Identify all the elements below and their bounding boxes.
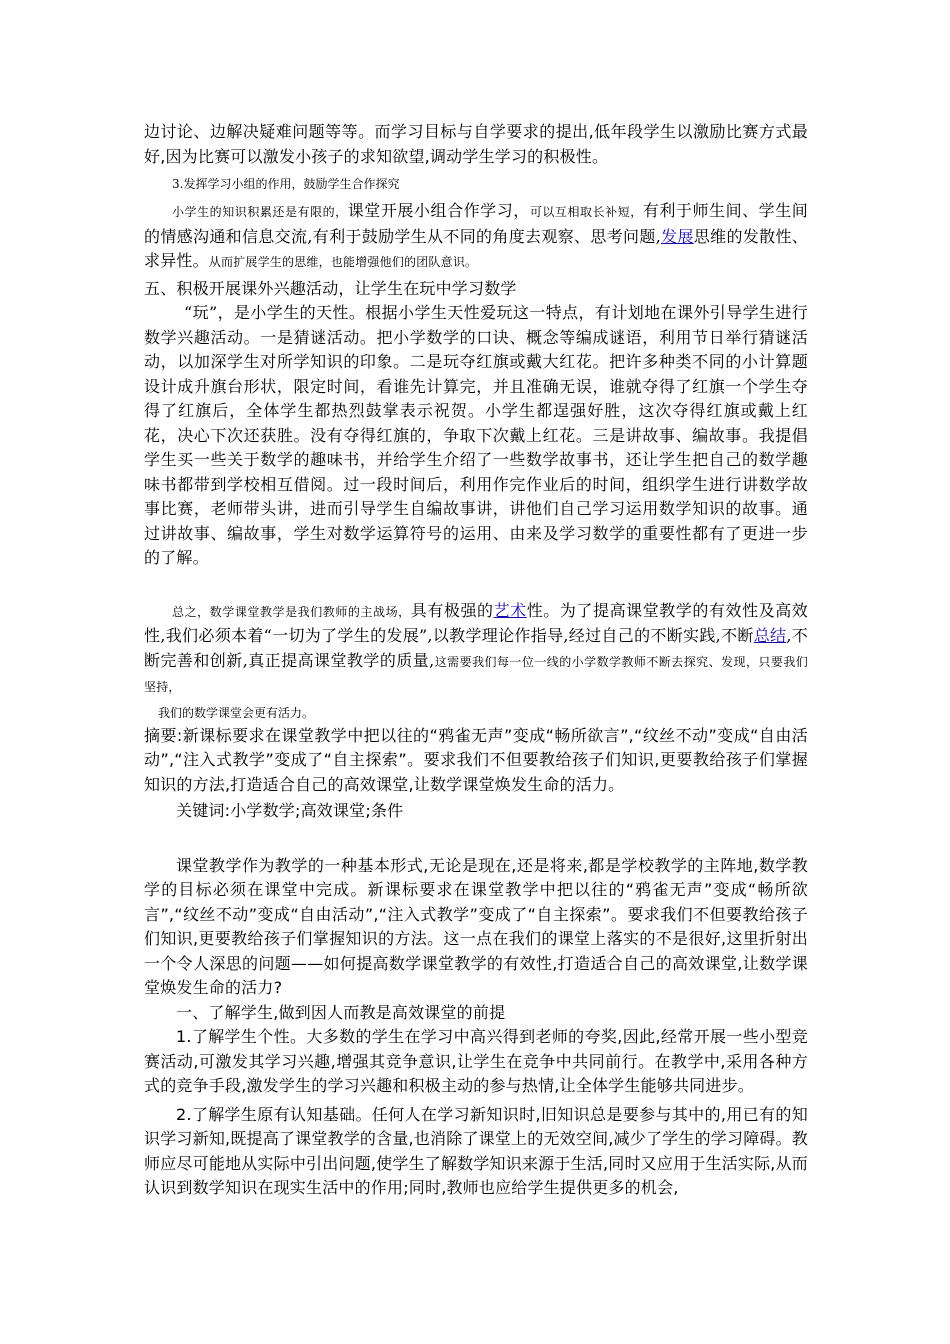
text-segment: 小学生的知识积累还是有限的， [172, 205, 348, 219]
text-segment: 可以互相取长补短， [529, 205, 643, 219]
text-segment: 从而扩展学生的思维，也能增强他们的团队意识。 [208, 255, 478, 269]
blank-space [144, 571, 808, 599]
link-art[interactable]: 艺术 [493, 600, 527, 620]
paragraph-introduction: 课堂教学作为教学的一种基本形式,无论是现在,还是将来,都是学校教学的主阵地,数学教学的目标必须在课堂中完成。新课标要求在课堂教学中把以往的“鸦雀无声”变成“畅所欲言”,“纹丝不动”变成“自由活动”,“注入式教学”变成了“自主探索”。要求我们不但要教给孩子们知识,更要教给孩子们掌握知识的方法。这一点在我们的课堂上落实的不是很好,这里折射出一个令人深思的问题——如何提高数学课堂教学的有效性,打造适合自己的高效课堂,让数学课堂焕发生命的活力? [144, 855, 808, 997]
text-segment: 有利于师生间、学生间的情感沟通和信息交流,有利于鼓励学生从不同的角度去观察、思考问题, [144, 201, 808, 246]
keywords-line: 关键词:小学数学;高效课堂;条件 [176, 801, 404, 820]
paragraph-competition-motivation: 边讨论、边解决疑难问题等等。而学习目标与自学要求的提出,低年段学生以激励比赛方式最好,因为比赛可以激发小孩子的求知欲望,调动学生学习的积极性。 [144, 122, 808, 166]
link-development[interactable]: 发展 [661, 226, 694, 246]
text-segment: 这需要我们每一位一线的小学数学教师不断去探究、发现，只要我们坚持， [144, 654, 808, 694]
text-segment: 课堂开展小组合作学习， [347, 201, 530, 220]
blank-space [144, 824, 808, 854]
heading-study-groups: 3.发挥学习小组的作用，鼓励学生合作探究 [172, 177, 400, 191]
paragraph-abstract: 摘要:新课标要求在课堂教学中把以往的“鸦雀无声”变成“畅所欲言”,“纹丝不动”变成“自由活动”,“注入式教学”变成了“自主探索”。要求我们不但要教给孩子们知识,更要教给孩子们掌握知识的方法,打造适合自己的高效课堂,让数学课堂焕发生命的活力。 [144, 725, 808, 794]
text-segment: ,不断完善和创新,真正提高课堂教学的质量, [144, 626, 808, 670]
text-segment: 总之，数学课堂教学是我们教师的主战场， [172, 604, 411, 619]
text-segment: 具有极强的 [410, 600, 494, 620]
paragraph-play-activities: “玩”，是小学生的天性。根据小学生天性爱玩这一特点，有计划地在课外引导学生进行数学兴趣活动。一是猜谜活动。把小学数学的口诀、概念等编成谜语，利用节日举行猜谜活动，以加深学生对所学知识的印象。二是玩夺红旗或戴大红花。把许多种类不同的小计算题设计成升旗台形状，限定时间，看谁先计算完，并且准确无误，谁就夺得了红旗一个学生夺得了红旗后，全体学生都热烈鼓掌表示祝贺。小学生都逞强好胜，这次夺得红旗或戴上红花，决心下次还获胜。没有夺得红旗的，争取下次戴上红花。三是讲故事、编故事。我提倡学生买一些关于数学的趣味书，并给学生介绍了一些数学故事书，还让学生把自己的数学趣味书都带到学校相互借阅。过一段时间后，利用作完作业后的时间，组织学生进行讲数学故事比赛，老师带头讲，进而引导学生自编故事讲，讲他们自己学习运用数学知识的故事。通过讲故事、编故事，学生对数学运算符号的运用、由来及学习数学的重要性都有了更进一步的了解。 [144, 303, 808, 567]
paragraph-group-cooperation [144, 199, 808, 275]
paragraph-conclusion [144, 599, 808, 700]
text-segment: 性。为了提高课堂教学的有效性及高效性,我们必须本着“一切为了学生的发展”,以教学理论作指导,经过自己的不断实践,不断 [144, 600, 808, 645]
document-page [144, 120, 808, 1201]
heading-section-one: 一、了解学生,做到因人而教是高效课堂的前提 [176, 1002, 506, 1022]
text-segment: 思维的发散性、求异性。 [144, 226, 808, 270]
link-summary[interactable]: 总结 [753, 626, 787, 645]
paragraph-item-one: 1.了解学生个性。大多数的学生在学习中高兴得到老师的夸奖,因此,经常开展一些小型竞赛活动,可激发其学习兴趣,增强其竞争意识,让学生在竞争中共同前行。在教学中,采用各种方式的竞争手段,激发学生的学习兴趣和积极主动的参与热情,让全体学生能够共同进步。 [144, 1027, 808, 1095]
heading-section-five: 五、积极开展课外兴趣活动，让学生在玩中学习数学 [144, 278, 517, 298]
paragraph-closing-line: 我们的数学课堂会更有活力。 [158, 705, 315, 720]
paragraph-item-two: 2.了解学生原有认知基础。任何人在学习新知识时,旧知识总是要参与其中的,用已有的知识学习新知,既提高了课堂教学的含量,也消除了课堂上的无效空间,减少了学生的学习障碍。教师应尽可能地从实际中引出问题,使学生了解数学知识来源于生活,同时又应用于生活实际,从而认识到数学知识在现实生活中的作用;同时,教师也应给学生提供更多的机会, [144, 1104, 808, 1197]
